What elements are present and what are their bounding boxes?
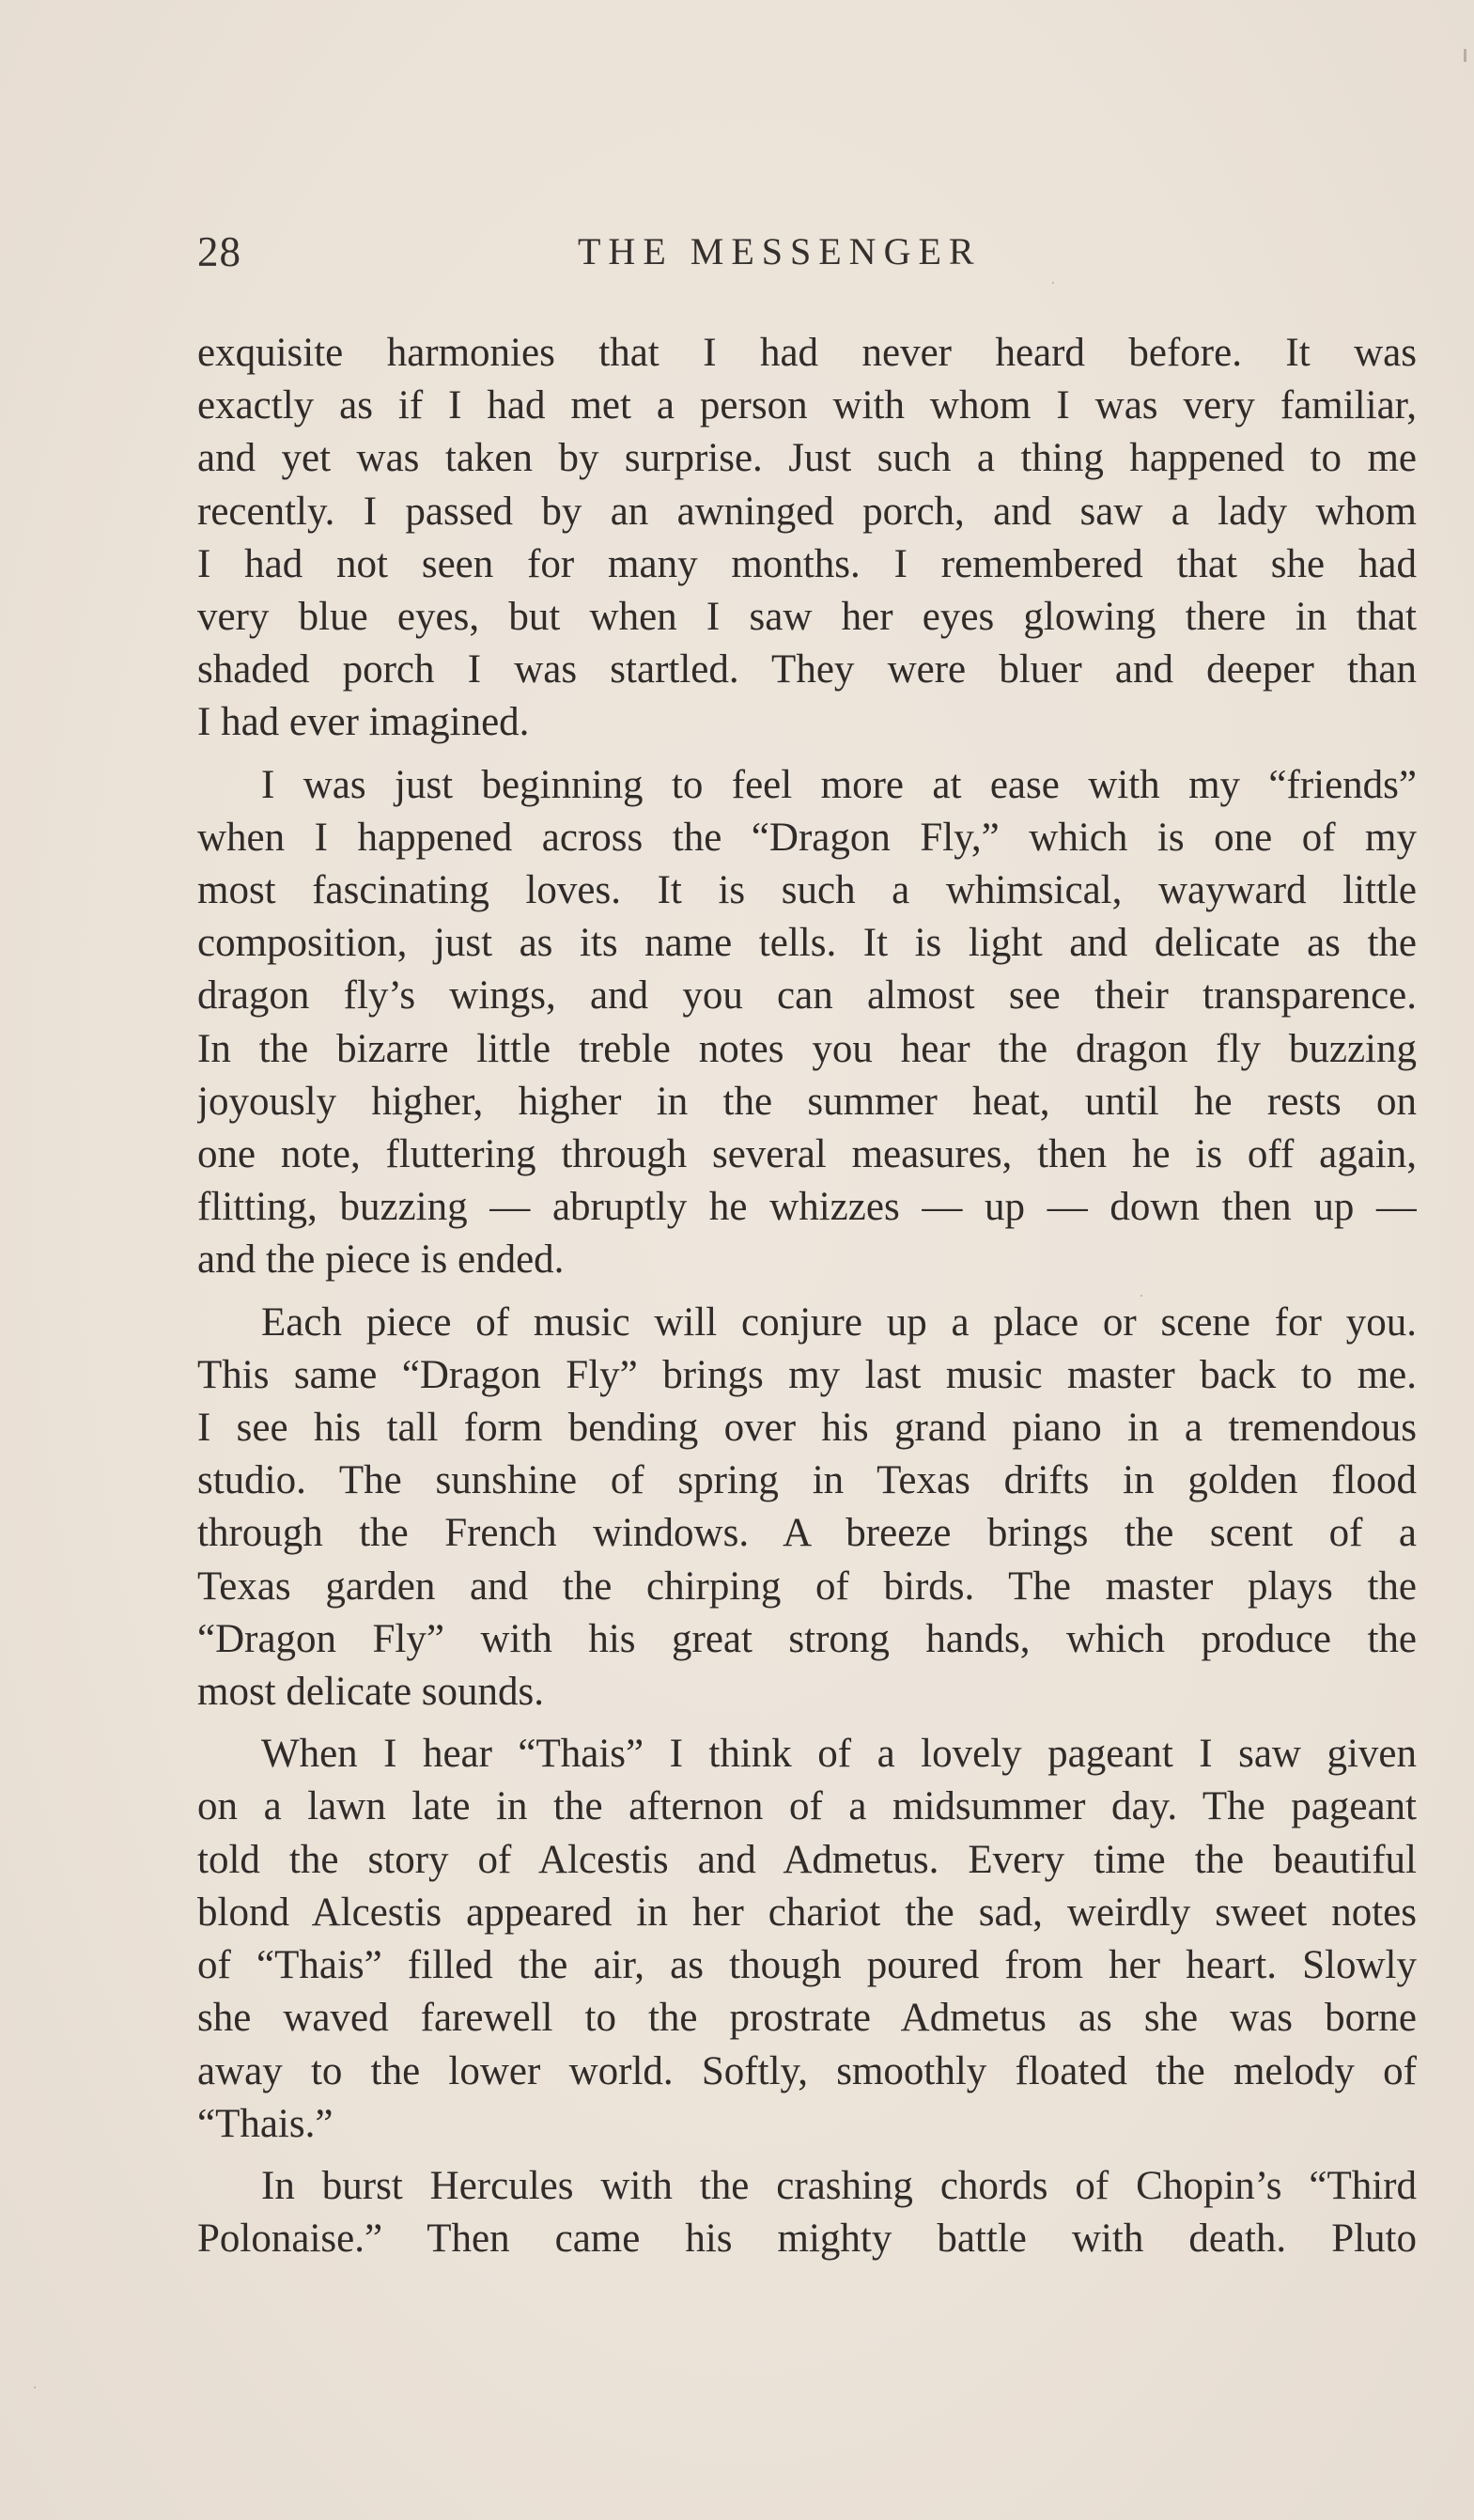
- text-line: In burst Hercules with the crashing chords of Chopin’s “Third: [261, 2163, 1417, 2208]
- paper-speck: [34, 2387, 36, 2388]
- paper-speck: [1052, 282, 1054, 284]
- text-line: Each piece of music will conjure up a place or scene for you.: [261, 1299, 1417, 1345]
- text-line: recently. I passed by an awninged porch, and saw a lady whom: [197, 489, 1417, 534]
- paragraph-3: [197, 1297, 1417, 1719]
- text-line: In the bizarre little treble notes you hear the dragon fly buzzing: [197, 1026, 1417, 1071]
- text-line: through the French windows. A breeze brings the scent of a: [197, 1511, 1417, 1556]
- text-line: told the story of Alcestis and Admetus. Every time the beautiful: [197, 1837, 1417, 1882]
- text-line: dragon fly’s wings, and you can almost see their transparence.: [197, 973, 1417, 1019]
- text-line: exquisite harmonies that I had never heard before. It was: [197, 331, 1417, 375]
- text-line: “Dragon Fly” with his great strong hands, which produce the: [197, 1616, 1417, 1661]
- text-line: very blue eyes, but when I saw her eyes glowing there in that: [197, 595, 1417, 640]
- text-line: I see his tall form bending over his grand piano in a tremendous: [197, 1406, 1417, 1451]
- text-line: exactly as if I had met a person with whom I was very familiar,: [197, 383, 1417, 428]
- paragraph-5: [197, 2160, 1417, 2265]
- text-line: and the piece is ended.: [197, 1237, 565, 1283]
- page-number: 28: [197, 228, 241, 275]
- text-line: “Thais.”: [197, 2101, 334, 2146]
- text-line: flitting, buzzing — abruptly he whizzes — up — down then up —: [197, 1185, 1417, 1230]
- text-line: I had not seen for many months. I remembered that she had: [197, 541, 1417, 586]
- text-line: Polonaise.” Then came his mighty battle with death. Pluto: [197, 2217, 1417, 2262]
- text-line: Texas garden and the chirping of birds. The master plays the: [197, 1563, 1417, 1609]
- text-line: one note, fluttering through several measures, then he is off again,: [197, 1132, 1417, 1177]
- text-line: of “Thais” filled the air, as though poured from her heart. Slowly: [197, 1943, 1417, 1988]
- text-line: composition, just as its name tells. It is light and delicate as the: [197, 921, 1417, 966]
- text-line: studio. The sunshine of spring in Texas drifts in golden flood: [197, 1458, 1417, 1503]
- text-line: away to the lower world. Softly, smoothly floated the melody of: [197, 2048, 1417, 2093]
- text-line: I had ever imagined.: [197, 700, 530, 745]
- paper-speck: [1464, 49, 1466, 62]
- text-line: When I hear “Thais” I think of a lovely pageant I saw given: [261, 1732, 1417, 1777]
- text-line: most delicate sounds.: [197, 1670, 545, 1715]
- text-line: on a lawn late in the afternon of a midsummer day. The pageant: [197, 1784, 1417, 1829]
- text-line: when I happened across the “Dragon Fly,” which is one of my: [197, 815, 1417, 860]
- text-line: This same “Dragon Fly” brings my last music master back to me.: [197, 1352, 1417, 1397]
- text-line: blond Alcestis appeared in her chariot the sad, weirdly sweet notes: [197, 1890, 1417, 1935]
- body-text: [197, 327, 1417, 2275]
- text-line: joyously higher, higher in the summer heat, until he rests on: [197, 1079, 1417, 1124]
- paragraph-4: [197, 1728, 1417, 2151]
- paper-speck: [1140, 1295, 1142, 1297]
- running-title: THE MESSENGER: [578, 230, 982, 272]
- paragraph-2: [197, 759, 1417, 1287]
- running-head: [197, 227, 1417, 280]
- paragraph-1: [197, 327, 1417, 750]
- text-line: shaded porch I was startled. They were bluer and deeper than: [197, 647, 1417, 692]
- text-line: most fascinating loves. It is such a whimsical, wayward little: [197, 868, 1417, 913]
- text-line: she waved farewell to the prostrate Admetus as she was borne: [197, 1996, 1417, 2041]
- text-line: and yet was taken by surprise. Just such a thing happened to me: [197, 436, 1417, 481]
- text-line: I was just beginning to feel more at ease with my “friends”: [261, 762, 1417, 807]
